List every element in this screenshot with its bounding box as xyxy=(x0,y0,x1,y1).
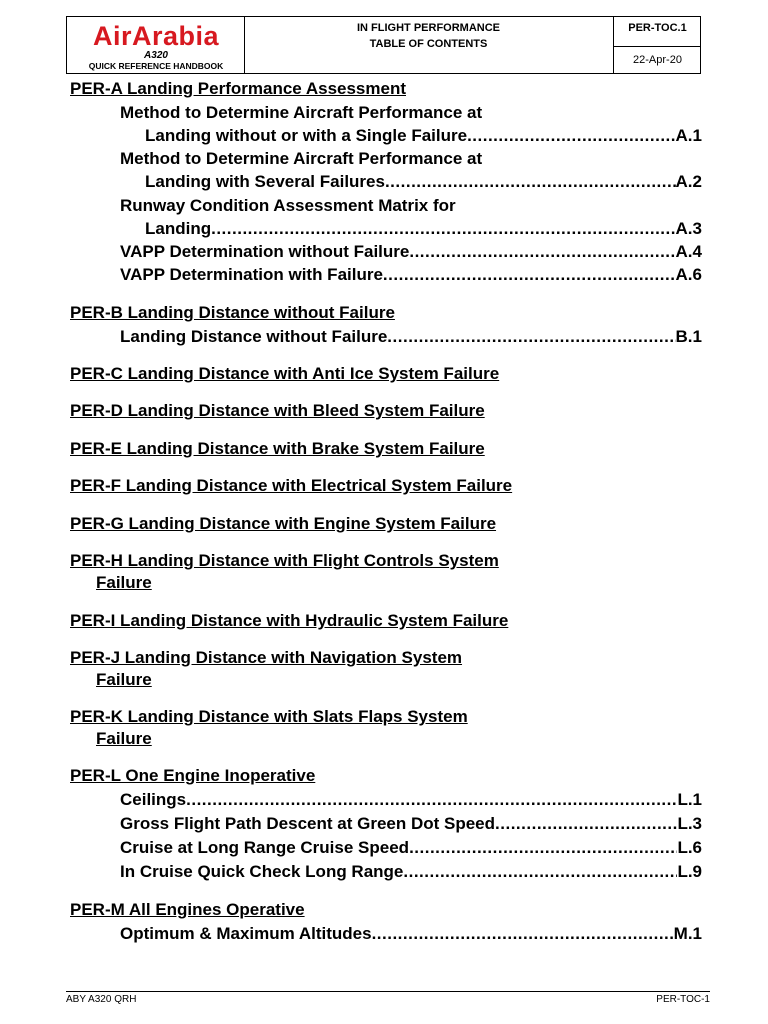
leader-dots xyxy=(495,813,677,835)
section-h-link[interactable]: PER-H Landing Distance with Flight Controls System xyxy=(70,551,499,570)
toc-entry-label: Landing with Several Failures xyxy=(145,172,385,191)
toc-entry-l9[interactable] xyxy=(120,861,702,883)
toc-entry-label: In Cruise Quick Check Long Range xyxy=(120,862,404,881)
toc-entry-label: VAPP Determination without Failure xyxy=(120,242,410,261)
page-number: A.1 xyxy=(675,126,702,145)
header-title xyxy=(244,17,613,52)
leader-dots xyxy=(409,837,677,859)
header-title-line2: TABLE OF CONTENTS xyxy=(369,38,488,50)
section-d-link[interactable]: PER-D Landing Distance with Bleed System Failure xyxy=(70,401,485,420)
toc-entry-b1[interactable] xyxy=(120,326,702,348)
leader-dots xyxy=(372,923,674,945)
footer-rule xyxy=(66,991,710,992)
toc-entry-l6[interactable] xyxy=(120,837,702,859)
toc-text: Runway Condition Assessment Matrix for xyxy=(120,196,456,215)
header-box xyxy=(66,16,701,74)
toc-entry-label: Gross Flight Path Descent at Green Dot Speed xyxy=(120,814,496,833)
section-m-link[interactable]: PER-M All Engines Operative xyxy=(70,900,305,919)
page-number: A.6 xyxy=(675,265,702,284)
toc-entry-label: Landing xyxy=(145,219,212,238)
footer-left: ABY A320 QRH xyxy=(66,994,137,1005)
section-b-link[interactable]: PER-B Landing Distance without Failure xyxy=(70,303,395,322)
aircraft-model: A320 xyxy=(144,50,168,61)
handbook-name: QUICK REFERENCE HANDBOOK xyxy=(88,61,224,71)
leader-dots xyxy=(383,264,676,286)
toc-entry-label: Landing without or with a Single Failure xyxy=(145,126,468,145)
toc-entry-label: Cruise at Long Range Cruise Speed xyxy=(120,838,410,857)
toc-entry-label: Ceilings xyxy=(120,790,187,809)
toc-entry-label: VAPP Determination with Failure xyxy=(120,265,383,284)
section-f-link[interactable]: PER-F Landing Distance with Electrical System Failure xyxy=(70,476,513,495)
toc-entry-a6[interactable] xyxy=(120,264,702,286)
airarabia-logo xyxy=(70,19,242,73)
toc-text: Method to Determine Aircraft Performance at xyxy=(120,103,483,122)
toc-entry-a2[interactable] xyxy=(145,171,702,193)
leader-dots xyxy=(211,218,675,240)
page-number: A.4 xyxy=(675,242,702,261)
toc-entry-l3[interactable] xyxy=(120,813,702,835)
toc-entry-label: Optimum & Maximum Altitudes xyxy=(120,924,372,943)
section-j-link-cont[interactable]: Failure xyxy=(96,670,152,689)
leader-dots xyxy=(186,789,677,811)
leader-dots xyxy=(387,326,675,348)
brand-name: AirArabia xyxy=(92,21,220,51)
page-number: B.1 xyxy=(675,327,702,346)
toc-entry-a1[interactable] xyxy=(145,125,702,147)
page-number: L.1 xyxy=(677,790,702,809)
page-number: A.3 xyxy=(675,219,702,238)
page-number: L.3 xyxy=(677,814,702,833)
document-code: PER-TOC.1 xyxy=(628,22,687,34)
leader-dots xyxy=(385,171,676,193)
page-number: L.9 xyxy=(677,862,702,881)
section-e-link[interactable]: PER-E Landing Distance with Brake System Failure xyxy=(70,439,485,458)
leader-dots xyxy=(403,861,677,883)
section-h-link-cont[interactable]: Failure xyxy=(96,573,152,592)
section-k-link[interactable]: PER-K Landing Distance with Slats Flaps System xyxy=(70,707,468,726)
section-j-link[interactable]: PER-J Landing Distance with Navigation System xyxy=(70,648,463,667)
page-number: L.6 xyxy=(677,838,702,857)
footer-right: PER-TOC-1 xyxy=(656,994,710,1005)
toc-entry-m1[interactable] xyxy=(120,923,702,945)
toc-entry-a4[interactable] xyxy=(120,241,702,263)
toc-entry-a3[interactable] xyxy=(145,218,702,240)
header-title-line1: IN FLIGHT PERFORMANCE xyxy=(357,22,500,34)
section-g-link[interactable]: PER-G Landing Distance with Engine System Failure xyxy=(70,514,497,533)
section-c-link[interactable]: PER-C Landing Distance with Anti Ice System Failure xyxy=(70,364,500,383)
page-number: A.2 xyxy=(675,172,702,191)
section-a-link[interactable]: PER-A Landing Performance Assessment xyxy=(70,79,406,98)
toc-entry-l1[interactable] xyxy=(120,789,702,811)
toc-entry-label: Landing Distance without Failure xyxy=(120,327,388,346)
section-k-link-cont[interactable]: Failure xyxy=(96,729,152,748)
leader-dots xyxy=(467,125,675,147)
section-i-link[interactable]: PER-I Landing Distance with Hydraulic System Failure xyxy=(70,611,509,630)
section-l-link[interactable]: PER-L One Engine Inoperative xyxy=(70,766,316,785)
document-date: 22-Apr-20 xyxy=(633,54,682,66)
page-number: M.1 xyxy=(673,924,702,943)
leader-dots xyxy=(409,241,675,263)
toc-text: Method to Determine Aircraft Performance at xyxy=(120,149,483,168)
